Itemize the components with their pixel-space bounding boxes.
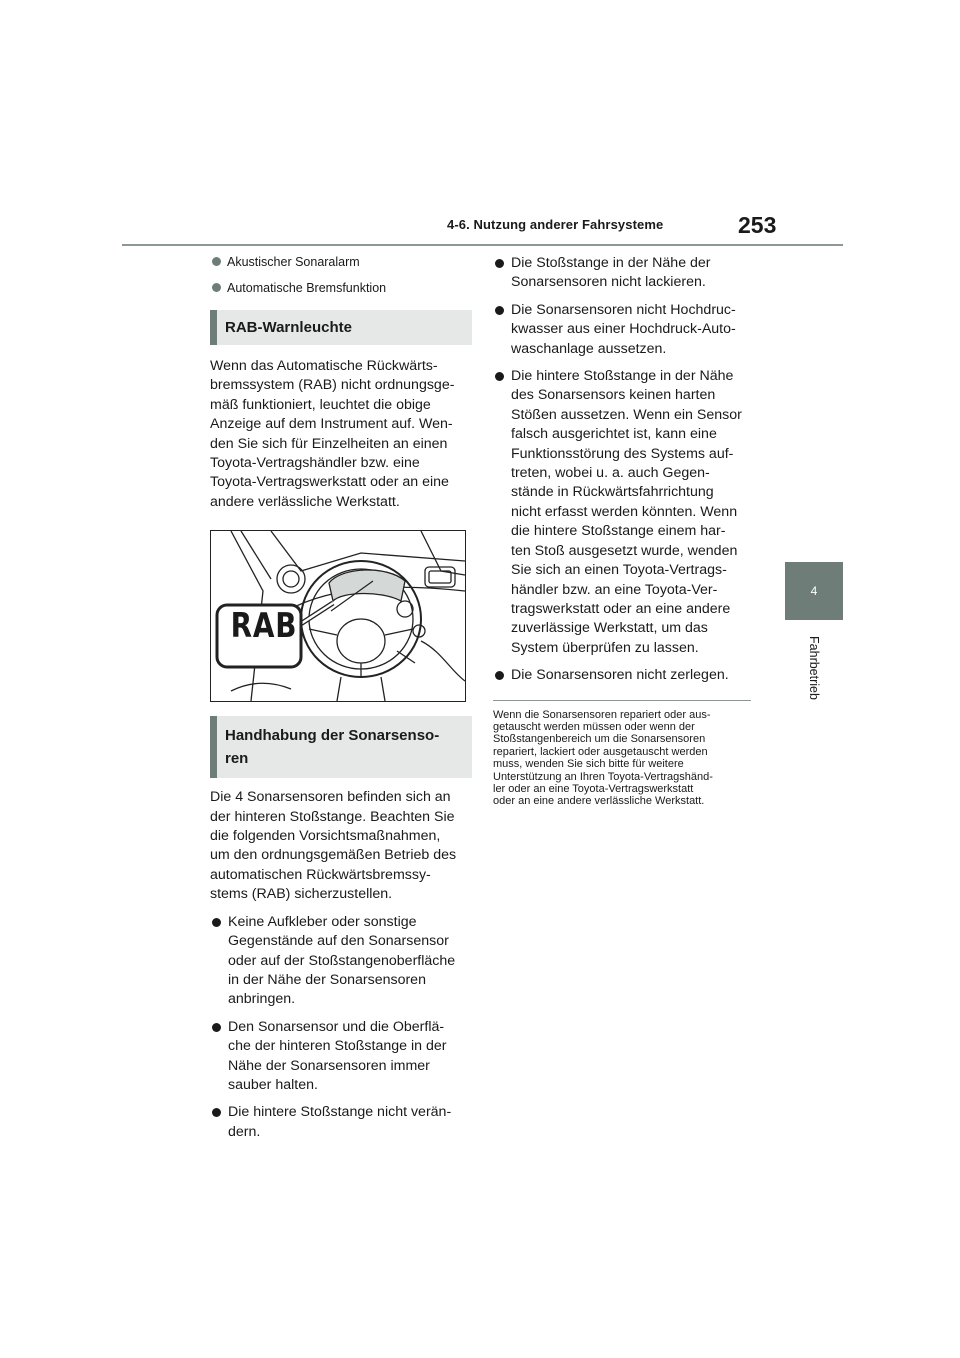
text-line: System überprüfen zu lassen.	[511, 639, 699, 656]
section-heading-rab	[210, 310, 472, 345]
precautions-list-left	[210, 913, 472, 1142]
list-item	[210, 1018, 472, 1096]
text-line: den Sie sich für Einzelheiten an einen	[210, 435, 448, 452]
text-line: Anzeige auf dem Instrument auf. Wen-	[210, 416, 453, 433]
text-line: kwasser aus einer Hochdruck-Auto-	[511, 321, 736, 338]
text-line: waschanlage aussetzen.	[511, 340, 667, 357]
text-line: Wenn die Sonarsensoren repariert oder aus-	[493, 708, 711, 721]
text-line: nicht erfasst werden könnten. Wenn	[511, 503, 738, 520]
text-line: Gegenstände auf den Sonarsensor	[228, 933, 449, 950]
text-line: Die Sonarsensoren nicht Hochdruc-	[511, 301, 736, 318]
chapter-tab[interactable]	[785, 562, 843, 620]
text-line: Die Sonarsensoren nicht zerlegen.	[511, 667, 729, 684]
text-line: tragswerkstatt oder an eine andere	[511, 600, 731, 617]
text-line: che der hinteren Stoßstange in der	[228, 1038, 447, 1055]
text-line: Sie sich an einen Toyota-Vertrags-	[511, 562, 727, 579]
text-line: andere verlässliche Werkstatt.	[210, 493, 400, 510]
bullet-dot-icon	[212, 1023, 221, 1032]
text-line: ler oder an eine Toyota-Vertragswerkstatt	[493, 782, 694, 795]
page-number: 253	[738, 212, 777, 238]
right-column	[493, 254, 751, 808]
text-line: anbringen.	[228, 991, 296, 1008]
text-line: mäß funktioniert, leuchtet die obige	[210, 396, 431, 413]
note-divider	[493, 700, 751, 701]
chapter-number: 4	[810, 584, 818, 598]
bullet-dot-icon	[212, 283, 221, 292]
text-line: der hinteren Stoßstange. Beachten Sie	[210, 808, 455, 825]
chapter-label: Fahrbetrieb	[807, 636, 821, 700]
text-line: bremssystem (RAB) nicht ordnungsge-	[210, 377, 455, 394]
bullet-dot-icon	[212, 257, 221, 266]
text-line: Stößen aussetzen. Wenn ein Sensor	[511, 406, 742, 423]
text-line: oder an eine andere verlässliche Werkstatt.	[493, 795, 705, 808]
header-divider	[122, 244, 843, 246]
precautions-list-right	[493, 254, 751, 686]
heading-text: Handhabung der Sonarsenso-	[225, 727, 440, 745]
rab-paragraph	[210, 357, 472, 512]
text-line: Funktionsstörung des Systems auf-	[511, 445, 734, 462]
text-line: muss, wenden Sie sich bitte für weitere	[493, 758, 684, 771]
text-line: Sonarsensoren nicht lackieren.	[511, 274, 706, 291]
text-line: zuverlässige Werkstatt, um das	[511, 620, 708, 637]
text-line: ten Stoß ausgesetzt wurde, wenden	[511, 542, 738, 559]
list-item	[210, 1103, 472, 1142]
bullet-dot-icon	[495, 372, 504, 381]
text-line: Die 4 Sonarsensoren befinden sich an	[210, 789, 451, 806]
text-line: Die hintere Stoßstange nicht verän-	[228, 1104, 452, 1121]
text-line: treten, wobei u. a. auch Gegen-	[511, 465, 710, 482]
list-item	[210, 913, 472, 1010]
text-line: stems (RAB) sicherzustellen.	[210, 886, 393, 903]
list-item	[210, 280, 472, 296]
rab-indicator-label: RAB	[230, 606, 298, 646]
text-line: oder auf der Stoßstangenoberfläche	[228, 952, 456, 969]
list-item-text: Automatische Bremsfunktion	[227, 281, 387, 295]
text-line: Die Stoßstange in der Nähe der	[511, 255, 711, 271]
text-line: sauber halten.	[228, 1076, 318, 1093]
bullet-dot-icon	[212, 918, 221, 927]
text-line: Unterstützung an Ihren Toyota-Vertragshänd-	[493, 770, 713, 783]
list-item	[210, 254, 472, 270]
text-line: Toyota-Vertragshändler bzw. eine	[210, 455, 420, 472]
bullet-dot-icon	[495, 259, 504, 268]
text-line: falsch ausgerichtet ist, kann eine	[511, 426, 717, 443]
text-line: getauscht werden müssen oder wenn der	[493, 720, 695, 733]
list-item	[493, 367, 751, 658]
text-line: Den Sonarsensor und die Oberflä-	[228, 1018, 445, 1035]
list-item	[493, 301, 751, 359]
text-line: Nähe der Sonarsensoren immer	[228, 1057, 430, 1074]
text-line: die folgenden Vorsichtsmaßnahmen,	[210, 828, 441, 845]
text-line: um den ordnungsgemäßen Betrieb des	[210, 847, 457, 864]
text-line: dern.	[228, 1123, 261, 1140]
text-line: repariert, lackiert oder ausgetauscht werden	[493, 745, 708, 758]
text-line: Stoßstangenbereich um die Sonarsensoren	[493, 733, 706, 746]
text-line: Toyota-Vertragswerkstatt oder an eine	[210, 474, 449, 491]
text-line: Die hintere Stoßstange in der Nähe	[511, 368, 734, 385]
list-item	[493, 254, 751, 293]
section-heading-sonar	[210, 716, 472, 778]
text-line: des Sonarsensors keinen harten	[511, 387, 716, 404]
text-line: händler bzw. an eine Toyota-Ver-	[511, 581, 718, 598]
service-note	[493, 709, 751, 808]
text-line: stände in Rückwärtsfahrrichtung	[511, 484, 714, 501]
text-line: Wenn das Automatische Rückwärts-	[210, 358, 438, 374]
text-line: Keine Aufkleber oder sonstige	[228, 913, 417, 930]
heading-text: ren	[225, 750, 249, 768]
text-line: die hintere Stoßstange einem har-	[511, 523, 726, 540]
list-item-text: Akustischer Sonaralarm	[227, 255, 360, 269]
heading-text: RAB-Warnleuchte	[225, 319, 352, 336]
list-item	[493, 666, 751, 685]
text-line: automatischen Rückwärtsbremssy-	[210, 866, 431, 883]
bullet-dot-icon	[495, 671, 504, 680]
bullet-dot-icon	[495, 306, 504, 315]
section-title: 4-6. Nutzung anderer Fahrsysteme	[447, 217, 664, 232]
bullet-dot-icon	[212, 1108, 221, 1117]
sonar-paragraph	[210, 788, 472, 904]
text-line: in der Nähe der Sonarsensoren	[228, 971, 426, 988]
left-column	[210, 254, 472, 1150]
